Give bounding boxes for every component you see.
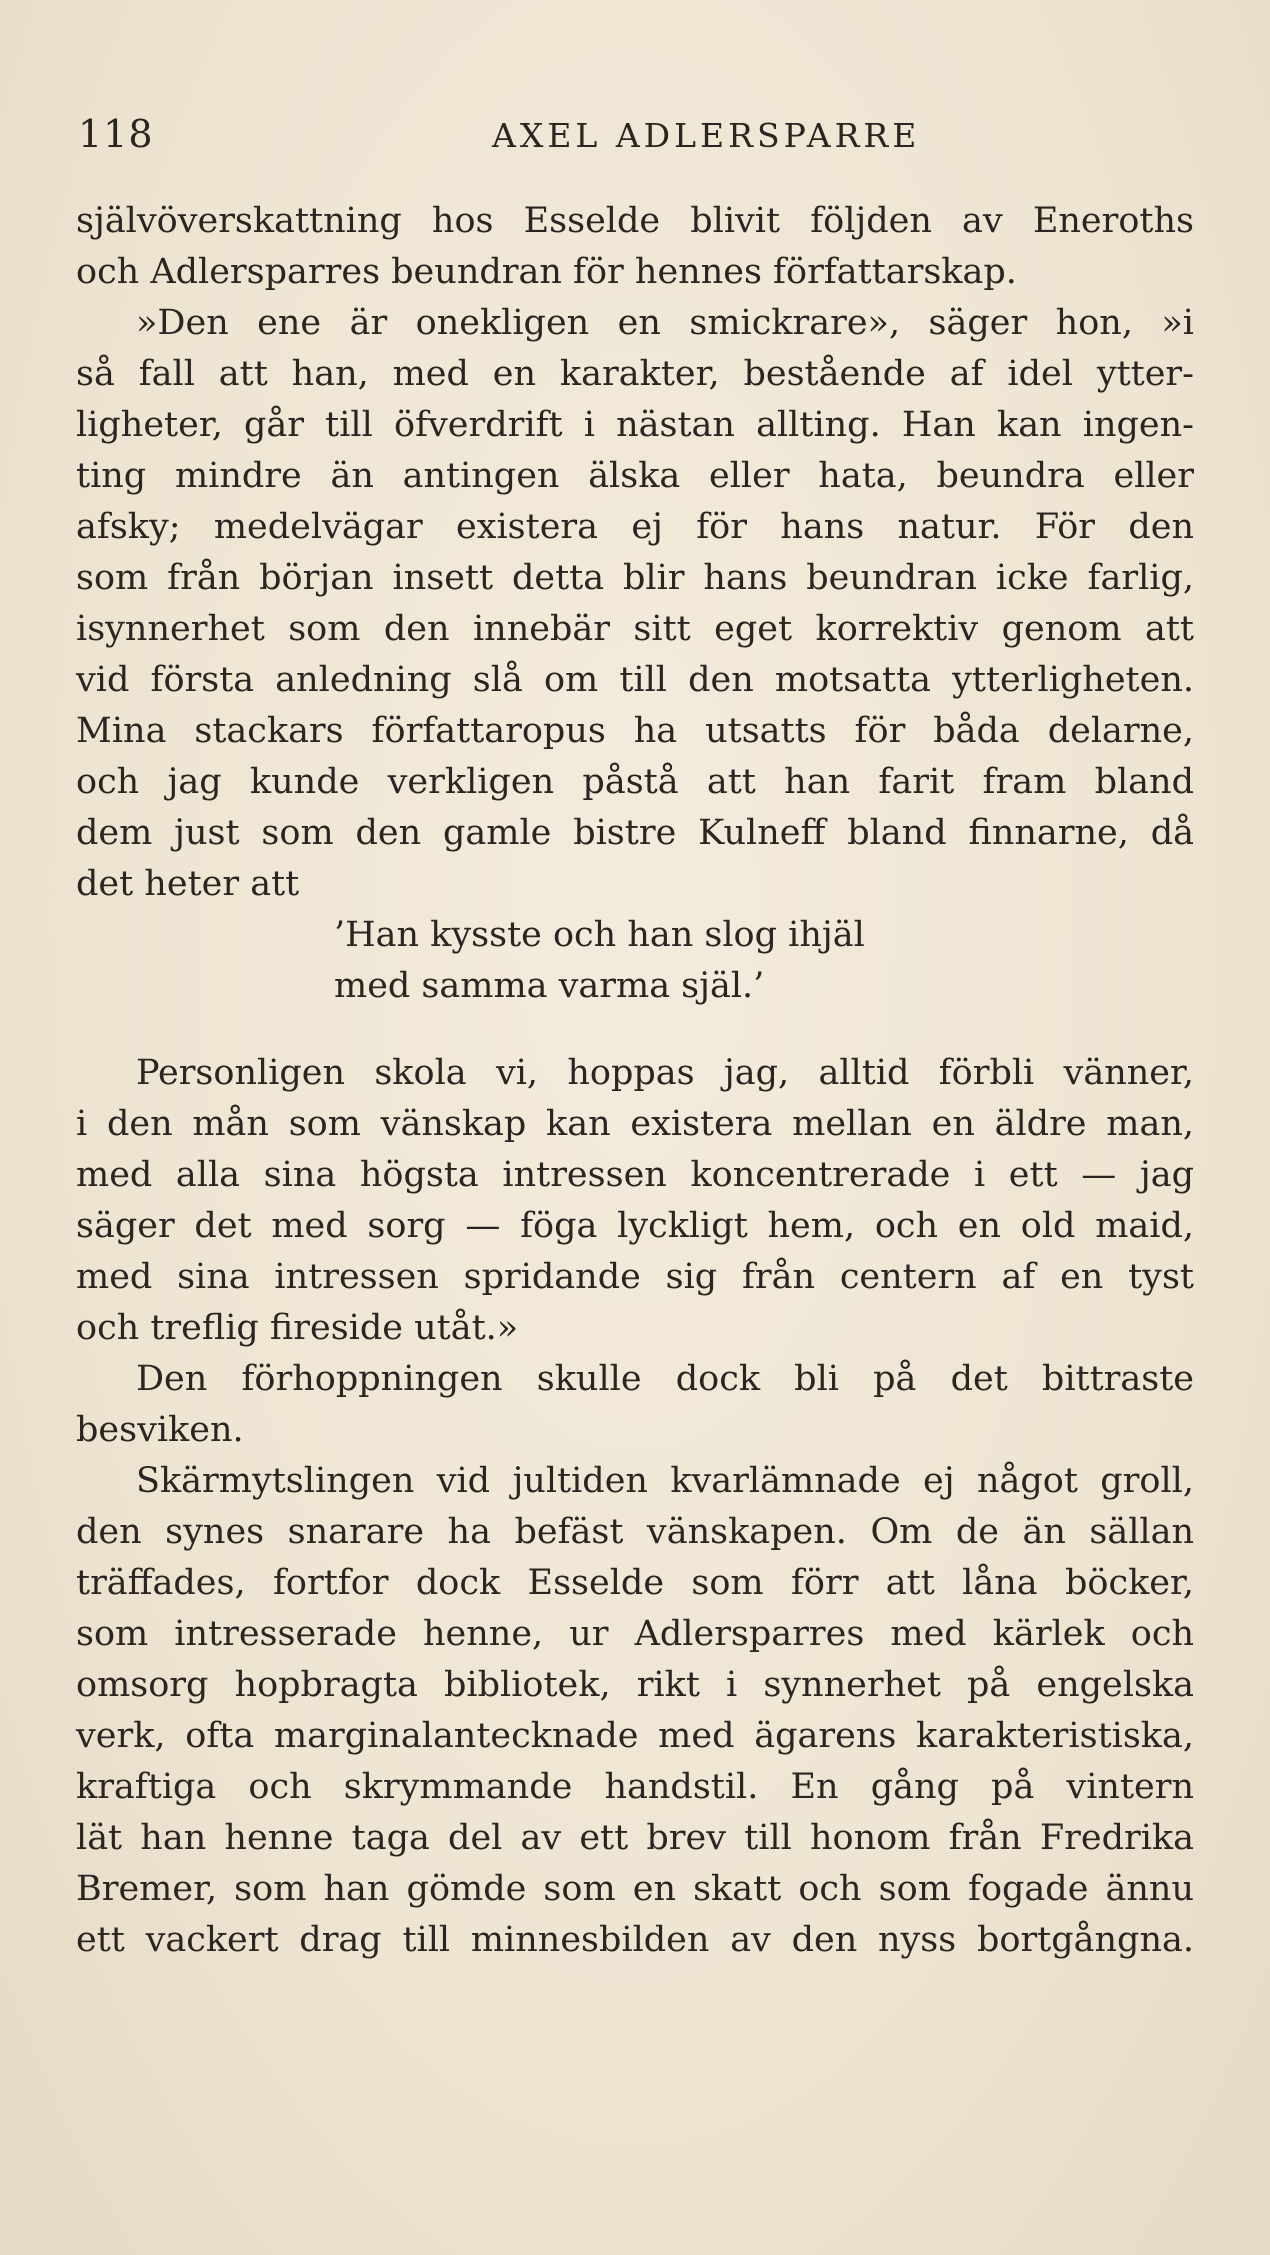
text-line: isynnerhet som den innebär sitt eget korrektiv genom att — [76, 609, 1194, 649]
text-line: med alla sina högsta intressen koncentrerade i ett — jag — [76, 1155, 1194, 1195]
body-text — [76, 196, 1194, 1966]
paragraph-3 — [76, 1048, 1194, 1354]
text-line: ett vackert drag till minnesbilden av den nyss bortgångna. — [76, 1920, 1194, 1960]
text-line: som intresserade henne, ur Adlersparres med kärlek och — [76, 1614, 1194, 1654]
verse-quote — [76, 910, 1194, 1012]
text-line: vid första anledning slå om till den motsatta ytterligheten. — [76, 660, 1194, 700]
text-line: Bremer, som han gömde som en skatt och som fogade ännu — [76, 1869, 1194, 1909]
paragraph-4 — [76, 1354, 1194, 1456]
text-line: besviken. — [76, 1410, 244, 1450]
paragraph-1 — [76, 196, 1194, 298]
paragraph-2 — [76, 298, 1194, 910]
page-number: 118 — [78, 112, 154, 156]
text-line: dem just som den gamle bistre Kulneff bland finnarne, då — [76, 813, 1194, 853]
text-line: träffades, fortfor dock Esselde som förr att låna böcker, — [76, 1563, 1194, 1603]
text-line: afsky; medelvägar existera ej för hans natur. För den — [76, 507, 1194, 547]
text-line: med sina intressen spridande sig från centern af en tyst — [76, 1257, 1194, 1297]
text-line: ligheter, går till öfverdrift i nästan allting. Han kan ingen- — [76, 405, 1194, 445]
text-line: säger det med sorg — föga lyckligt hem, och en old maid, — [76, 1206, 1194, 1246]
text-line: och Adlersparres beundran för hennes författarskap. — [76, 252, 1017, 292]
text-line: Personligen skola vi, hoppas jag, alltid förbli vänner, — [136, 1053, 1194, 1093]
text-line: Mina stackars författaropus ha utsatts för båda delarne, — [76, 711, 1194, 751]
text-line: och treflig fireside utåt.» — [76, 1308, 519, 1348]
verse-line: ’Han kysste och han slog ihjäl — [334, 915, 865, 955]
verse-line: med samma varma själ.’ — [334, 966, 765, 1006]
text-line: som från början insett detta blir hans beundran icke farlig, — [76, 558, 1194, 598]
text-line: så fall att han, med en karakter, bestående af idel ytter- — [76, 354, 1194, 394]
text-line: det heter att — [76, 864, 300, 904]
text-line: den synes snarare ha befäst vänskapen. Om de än sällan — [76, 1512, 1194, 1552]
paragraph-5 — [76, 1456, 1194, 1966]
text-line: Den förhoppningen skulle dock bli på det bittraste — [136, 1359, 1194, 1399]
text-line: ting mindre än antingen älska eller hata, beundra eller — [76, 456, 1194, 496]
text-line: Skärmytslingen vid jultiden kvarlämnade ej något groll, — [136, 1461, 1194, 1501]
page-header — [78, 112, 1198, 164]
text-line: omsorg hopbragta bibliotek, rikt i synnerhet på engelska — [76, 1665, 1194, 1705]
text-line: kraftiga och skrymmande handstil. En gång på vintern — [76, 1767, 1194, 1807]
text-line: och jag kunde verkligen påstå att han farit fram bland — [76, 762, 1194, 802]
verse-spacing — [76, 1012, 1194, 1048]
text-line: »Den ene är onekligen en smickrare», säger hon, »i — [136, 303, 1194, 343]
text-line: i den mån som vänskap kan existera mellan en äldre man, — [76, 1104, 1194, 1144]
text-line: självöverskattning hos Esselde blivit följden av Eneroths — [76, 201, 1194, 241]
text-line: lät han henne taga del av ett brev till honom från Fredrika — [76, 1818, 1194, 1858]
running-head: AXEL ADLERSPARRE — [492, 116, 921, 155]
text-line: verk, ofta marginalantecknade med ägarens karakteristiska, — [76, 1716, 1194, 1756]
